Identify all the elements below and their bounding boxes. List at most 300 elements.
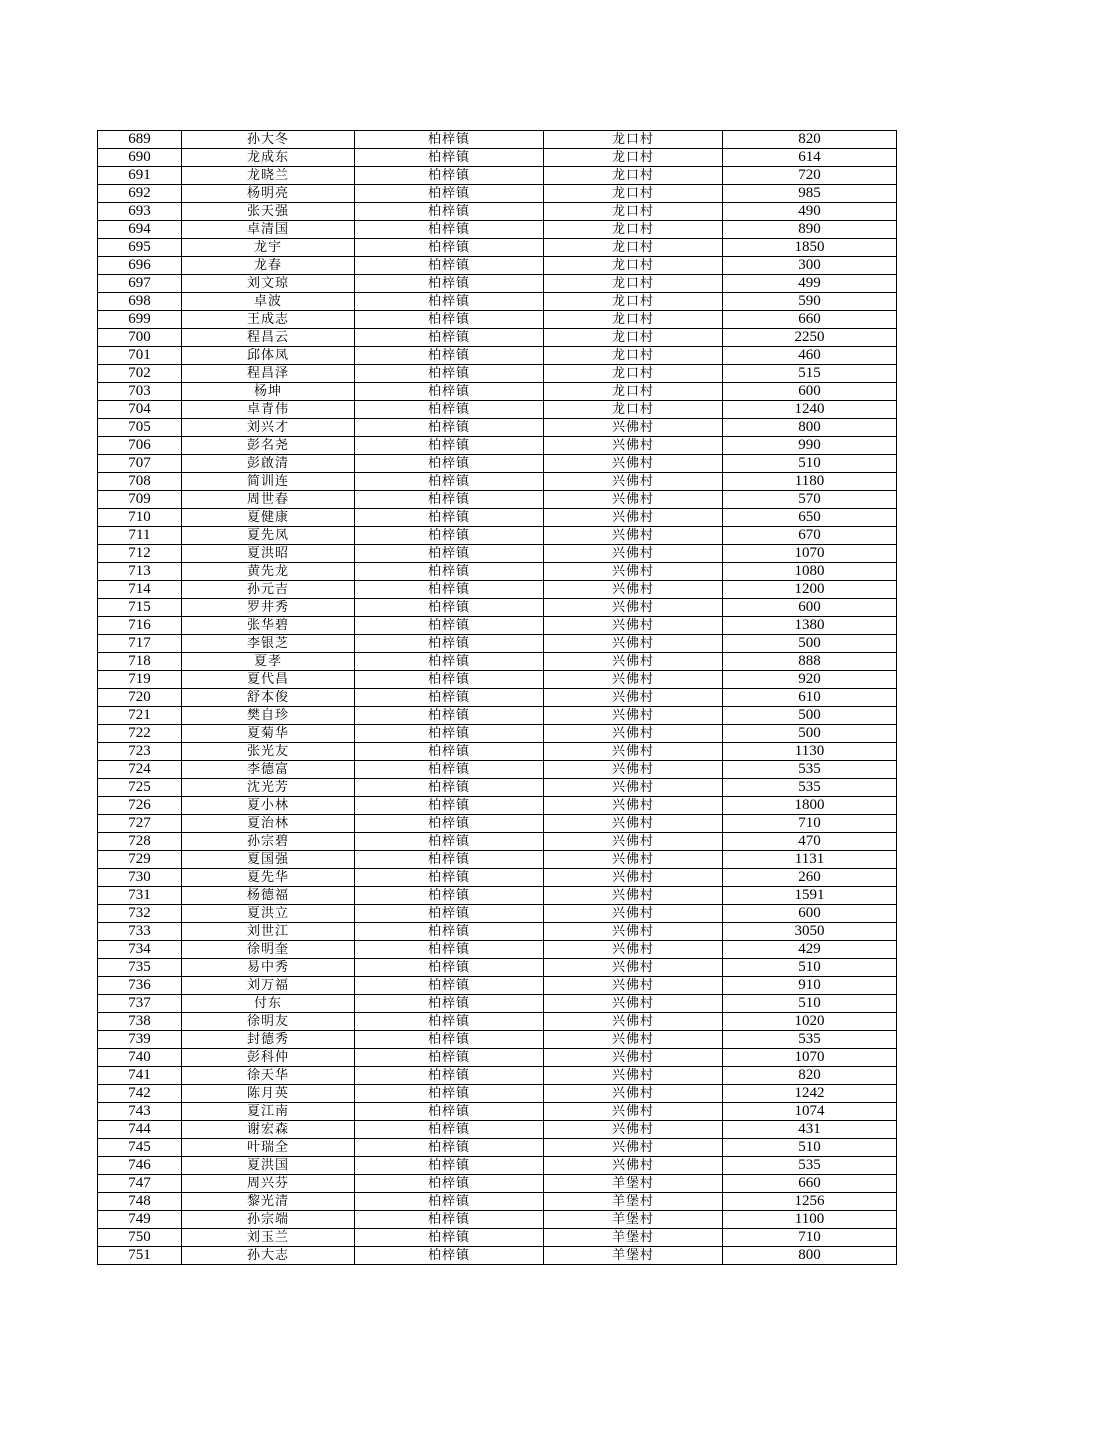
name-cell: 张天强: [182, 203, 355, 221]
table-row: [98, 779, 897, 797]
amount-cell: 500: [723, 707, 897, 725]
name-cell: 孙元吉: [182, 581, 355, 599]
village-cell: 兴佛村: [544, 689, 723, 707]
town-cell: 柏梓镇: [355, 1175, 544, 1193]
row-number-cell: 729: [98, 851, 182, 869]
village-cell: 龙口村: [544, 275, 723, 293]
table-row: [98, 815, 897, 833]
table-row: [98, 167, 897, 185]
village-cell: 兴佛村: [544, 1121, 723, 1139]
row-number-cell: 749: [98, 1211, 182, 1229]
town-cell: 柏梓镇: [355, 383, 544, 401]
village-cell: 兴佛村: [544, 473, 723, 491]
town-cell: 柏梓镇: [355, 221, 544, 239]
town-cell: 柏梓镇: [355, 779, 544, 797]
row-number-cell: 699: [98, 311, 182, 329]
name-cell: 程昌泽: [182, 365, 355, 383]
name-cell: 龙晓兰: [182, 167, 355, 185]
table-row: [98, 833, 897, 851]
amount-cell: 510: [723, 995, 897, 1013]
row-number-cell: 707: [98, 455, 182, 473]
row-number-cell: 708: [98, 473, 182, 491]
village-cell: 龙口村: [544, 149, 723, 167]
name-cell: 刘玉兰: [182, 1229, 355, 1247]
row-number-cell: 711: [98, 527, 182, 545]
town-cell: 柏梓镇: [355, 1211, 544, 1229]
table-row: [98, 185, 897, 203]
name-cell: 杨坤: [182, 383, 355, 401]
table-row: [98, 527, 897, 545]
table-row: [98, 1049, 897, 1067]
table-row: [98, 401, 897, 419]
row-number-cell: 706: [98, 437, 182, 455]
amount-cell: 1070: [723, 545, 897, 563]
name-cell: 孙大冬: [182, 131, 355, 149]
town-cell: 柏梓镇: [355, 617, 544, 635]
town-cell: 柏梓镇: [355, 365, 544, 383]
amount-cell: 600: [723, 905, 897, 923]
name-cell: 卓波: [182, 293, 355, 311]
table-row: [98, 869, 897, 887]
row-number-cell: 695: [98, 239, 182, 257]
town-cell: 柏梓镇: [355, 1031, 544, 1049]
amount-cell: 510: [723, 959, 897, 977]
name-cell: 卓青伟: [182, 401, 355, 419]
town-cell: 柏梓镇: [355, 1103, 544, 1121]
name-cell: 孙宗碧: [182, 833, 355, 851]
village-cell: 兴佛村: [544, 995, 723, 1013]
table-body: [98, 131, 897, 1265]
amount-cell: 500: [723, 725, 897, 743]
village-cell: 龙口村: [544, 401, 723, 419]
amount-cell: 460: [723, 347, 897, 365]
amount-cell: 515: [723, 365, 897, 383]
table-row: [98, 725, 897, 743]
name-cell: 程昌云: [182, 329, 355, 347]
table-row: [98, 923, 897, 941]
table-row: [98, 797, 897, 815]
row-number-cell: 719: [98, 671, 182, 689]
town-cell: 柏梓镇: [355, 329, 544, 347]
row-number-cell: 726: [98, 797, 182, 815]
amount-cell: 600: [723, 599, 897, 617]
village-cell: 兴佛村: [544, 725, 723, 743]
table-row: [98, 617, 897, 635]
name-cell: 封德秀: [182, 1031, 355, 1049]
name-cell: 夏洪国: [182, 1157, 355, 1175]
town-cell: 柏梓镇: [355, 977, 544, 995]
village-cell: 羊堡村: [544, 1211, 723, 1229]
amount-cell: 1074: [723, 1103, 897, 1121]
table-row: [98, 239, 897, 257]
amount-cell: 670: [723, 527, 897, 545]
name-cell: 夏健康: [182, 509, 355, 527]
town-cell: 柏梓镇: [355, 797, 544, 815]
row-number-cell: 732: [98, 905, 182, 923]
amount-cell: 800: [723, 419, 897, 437]
table-row: [98, 1211, 897, 1229]
row-number-cell: 715: [98, 599, 182, 617]
town-cell: 柏梓镇: [355, 527, 544, 545]
town-cell: 柏梓镇: [355, 743, 544, 761]
town-cell: 柏梓镇: [355, 239, 544, 257]
table-row: [98, 1085, 897, 1103]
table-row: [98, 1103, 897, 1121]
village-cell: 兴佛村: [544, 545, 723, 563]
row-number-cell: 710: [98, 509, 182, 527]
row-number-cell: 747: [98, 1175, 182, 1193]
village-cell: 兴佛村: [544, 671, 723, 689]
table-row: [98, 887, 897, 905]
village-cell: 龙口村: [544, 167, 723, 185]
town-cell: 柏梓镇: [355, 293, 544, 311]
table-row: [98, 545, 897, 563]
town-cell: 柏梓镇: [355, 815, 544, 833]
row-number-cell: 736: [98, 977, 182, 995]
name-cell: 卓清国: [182, 221, 355, 239]
row-number-cell: 697: [98, 275, 182, 293]
name-cell: 樊自珍: [182, 707, 355, 725]
village-cell: 龙口村: [544, 257, 723, 275]
row-number-cell: 696: [98, 257, 182, 275]
row-number-cell: 705: [98, 419, 182, 437]
town-cell: 柏梓镇: [355, 509, 544, 527]
name-cell: 夏小林: [182, 797, 355, 815]
table-row: [98, 473, 897, 491]
row-number-cell: 720: [98, 689, 182, 707]
village-cell: 兴佛村: [544, 1013, 723, 1031]
table-row: [98, 1013, 897, 1031]
village-cell: 龙口村: [544, 293, 723, 311]
name-cell: 周兴芬: [182, 1175, 355, 1193]
village-cell: 兴佛村: [544, 959, 723, 977]
village-cell: 兴佛村: [544, 491, 723, 509]
table-row: [98, 1139, 897, 1157]
table-row: [98, 275, 897, 293]
town-cell: 柏梓镇: [355, 1193, 544, 1211]
village-cell: 兴佛村: [544, 653, 723, 671]
row-number-cell: 700: [98, 329, 182, 347]
row-number-cell: 694: [98, 221, 182, 239]
name-cell: 夏先凤: [182, 527, 355, 545]
name-cell: 刘文琼: [182, 275, 355, 293]
town-cell: 柏梓镇: [355, 995, 544, 1013]
amount-cell: 710: [723, 1229, 897, 1247]
name-cell: 龙成东: [182, 149, 355, 167]
row-number-cell: 734: [98, 941, 182, 959]
name-cell: 夏孝: [182, 653, 355, 671]
village-cell: 龙口村: [544, 221, 723, 239]
village-cell: 兴佛村: [544, 833, 723, 851]
row-number-cell: 693: [98, 203, 182, 221]
row-number-cell: 698: [98, 293, 182, 311]
amount-cell: 490: [723, 203, 897, 221]
row-number-cell: 713: [98, 563, 182, 581]
village-cell: 兴佛村: [544, 527, 723, 545]
name-cell: 刘兴才: [182, 419, 355, 437]
name-cell: 徐明奎: [182, 941, 355, 959]
amount-cell: 535: [723, 1157, 897, 1175]
village-cell: 兴佛村: [544, 869, 723, 887]
table-row: [98, 851, 897, 869]
table-row: [98, 1229, 897, 1247]
row-number-cell: 689: [98, 131, 182, 149]
amount-cell: 614: [723, 149, 897, 167]
village-cell: 兴佛村: [544, 1139, 723, 1157]
town-cell: 柏梓镇: [355, 599, 544, 617]
town-cell: 柏梓镇: [355, 959, 544, 977]
row-number-cell: 737: [98, 995, 182, 1013]
town-cell: 柏梓镇: [355, 167, 544, 185]
name-cell: 杨明亮: [182, 185, 355, 203]
town-cell: 柏梓镇: [355, 905, 544, 923]
amount-cell: 610: [723, 689, 897, 707]
amount-cell: 1020: [723, 1013, 897, 1031]
table-row: [98, 1157, 897, 1175]
row-number-cell: 690: [98, 149, 182, 167]
name-cell: 夏国强: [182, 851, 355, 869]
amount-cell: 3050: [723, 923, 897, 941]
name-cell: 舒本俊: [182, 689, 355, 707]
table-row: [98, 1175, 897, 1193]
village-cell: 兴佛村: [544, 563, 723, 581]
amount-cell: 300: [723, 257, 897, 275]
name-cell: 徐天华: [182, 1067, 355, 1085]
amount-cell: 1242: [723, 1085, 897, 1103]
table-row: [98, 653, 897, 671]
village-cell: 龙口村: [544, 131, 723, 149]
row-number-cell: 743: [98, 1103, 182, 1121]
town-cell: 柏梓镇: [355, 311, 544, 329]
town-cell: 柏梓镇: [355, 653, 544, 671]
table-row: [98, 1247, 897, 1265]
table-row: [98, 959, 897, 977]
town-cell: 柏梓镇: [355, 455, 544, 473]
row-number-cell: 750: [98, 1229, 182, 1247]
town-cell: 柏梓镇: [355, 851, 544, 869]
town-cell: 柏梓镇: [355, 671, 544, 689]
row-number-cell: 701: [98, 347, 182, 365]
table-row: [98, 257, 897, 275]
name-cell: 谢宏森: [182, 1121, 355, 1139]
row-number-cell: 742: [98, 1085, 182, 1103]
town-cell: 柏梓镇: [355, 1247, 544, 1265]
amount-cell: 1591: [723, 887, 897, 905]
village-cell: 兴佛村: [544, 1157, 723, 1175]
town-cell: 柏梓镇: [355, 833, 544, 851]
amount-cell: 590: [723, 293, 897, 311]
amount-cell: 1070: [723, 1049, 897, 1067]
amount-cell: 510: [723, 1139, 897, 1157]
data-table: [97, 130, 897, 1265]
town-cell: 柏梓镇: [355, 491, 544, 509]
amount-cell: 1130: [723, 743, 897, 761]
amount-cell: 660: [723, 311, 897, 329]
name-cell: 易中秀: [182, 959, 355, 977]
row-number-cell: 740: [98, 1049, 182, 1067]
row-number-cell: 745: [98, 1139, 182, 1157]
amount-cell: 985: [723, 185, 897, 203]
town-cell: 柏梓镇: [355, 1067, 544, 1085]
village-cell: 羊堡村: [544, 1229, 723, 1247]
name-cell: 王成志: [182, 311, 355, 329]
town-cell: 柏梓镇: [355, 1013, 544, 1031]
amount-cell: 888: [723, 653, 897, 671]
row-number-cell: 725: [98, 779, 182, 797]
table-row: [98, 995, 897, 1013]
table-row: [98, 743, 897, 761]
row-number-cell: 692: [98, 185, 182, 203]
row-number-cell: 691: [98, 167, 182, 185]
table-row: [98, 293, 897, 311]
town-cell: 柏梓镇: [355, 725, 544, 743]
amount-cell: 431: [723, 1121, 897, 1139]
village-cell: 龙口村: [544, 239, 723, 257]
village-cell: 龙口村: [544, 311, 723, 329]
table-row: [98, 761, 897, 779]
town-cell: 柏梓镇: [355, 149, 544, 167]
amount-cell: 470: [723, 833, 897, 851]
table-row: [98, 1121, 897, 1139]
table-row: [98, 689, 897, 707]
row-number-cell: 712: [98, 545, 182, 563]
row-number-cell: 728: [98, 833, 182, 851]
amount-cell: 650: [723, 509, 897, 527]
amount-cell: 1200: [723, 581, 897, 599]
table-row: [98, 221, 897, 239]
name-cell: 杨德福: [182, 887, 355, 905]
row-number-cell: 702: [98, 365, 182, 383]
name-cell: 邱体凤: [182, 347, 355, 365]
town-cell: 柏梓镇: [355, 761, 544, 779]
row-number-cell: 703: [98, 383, 182, 401]
name-cell: 孙大志: [182, 1247, 355, 1265]
name-cell: 沈光芳: [182, 779, 355, 797]
village-cell: 龙口村: [544, 347, 723, 365]
amount-cell: 820: [723, 131, 897, 149]
table-row: [98, 635, 897, 653]
village-cell: 兴佛村: [544, 1049, 723, 1067]
row-number-cell: 731: [98, 887, 182, 905]
amount-cell: 820: [723, 1067, 897, 1085]
amount-cell: 2250: [723, 329, 897, 347]
name-cell: 张华碧: [182, 617, 355, 635]
amount-cell: 1180: [723, 473, 897, 491]
table-row: [98, 383, 897, 401]
village-cell: 兴佛村: [544, 923, 723, 941]
town-cell: 柏梓镇: [355, 689, 544, 707]
town-cell: 柏梓镇: [355, 419, 544, 437]
table-row: [98, 149, 897, 167]
town-cell: 柏梓镇: [355, 707, 544, 725]
row-number-cell: 738: [98, 1013, 182, 1031]
name-cell: 叶瑞全: [182, 1139, 355, 1157]
amount-cell: 1380: [723, 617, 897, 635]
village-cell: 兴佛村: [544, 455, 723, 473]
town-cell: 柏梓镇: [355, 437, 544, 455]
table-row: [98, 707, 897, 725]
town-cell: 柏梓镇: [355, 1157, 544, 1175]
village-cell: 龙口村: [544, 365, 723, 383]
amount-cell: 1080: [723, 563, 897, 581]
village-cell: 龙口村: [544, 329, 723, 347]
amount-cell: 1850: [723, 239, 897, 257]
village-cell: 兴佛村: [544, 707, 723, 725]
row-number-cell: 727: [98, 815, 182, 833]
amount-cell: 570: [723, 491, 897, 509]
amount-cell: 510: [723, 455, 897, 473]
name-cell: 罗井秀: [182, 599, 355, 617]
village-cell: 兴佛村: [544, 797, 723, 815]
table-row: [98, 581, 897, 599]
village-cell: 兴佛村: [544, 851, 723, 869]
name-cell: 陈月英: [182, 1085, 355, 1103]
table-row: [98, 491, 897, 509]
amount-cell: 910: [723, 977, 897, 995]
name-cell: 彭啟清: [182, 455, 355, 473]
row-number-cell: 704: [98, 401, 182, 419]
row-number-cell: 733: [98, 923, 182, 941]
table-row: [98, 1193, 897, 1211]
village-cell: 羊堡村: [544, 1175, 723, 1193]
name-cell: 孙宗端: [182, 1211, 355, 1229]
name-cell: 夏先华: [182, 869, 355, 887]
name-cell: 李德富: [182, 761, 355, 779]
amount-cell: 260: [723, 869, 897, 887]
village-cell: 兴佛村: [544, 599, 723, 617]
row-number-cell: 748: [98, 1193, 182, 1211]
village-cell: 兴佛村: [544, 1085, 723, 1103]
row-number-cell: 717: [98, 635, 182, 653]
village-cell: 兴佛村: [544, 635, 723, 653]
town-cell: 柏梓镇: [355, 1139, 544, 1157]
town-cell: 柏梓镇: [355, 923, 544, 941]
row-number-cell: 744: [98, 1121, 182, 1139]
amount-cell: 535: [723, 1031, 897, 1049]
row-number-cell: 714: [98, 581, 182, 599]
name-cell: 黄先龙: [182, 563, 355, 581]
village-cell: 龙口村: [544, 383, 723, 401]
amount-cell: 890: [723, 221, 897, 239]
amount-cell: 1800: [723, 797, 897, 815]
town-cell: 柏梓镇: [355, 347, 544, 365]
town-cell: 柏梓镇: [355, 1229, 544, 1247]
village-cell: 兴佛村: [544, 419, 723, 437]
village-cell: 兴佛村: [544, 1031, 723, 1049]
table-row: [98, 905, 897, 923]
table-row: [98, 455, 897, 473]
amount-cell: 429: [723, 941, 897, 959]
village-cell: 兴佛村: [544, 1067, 723, 1085]
amount-cell: 990: [723, 437, 897, 455]
town-cell: 柏梓镇: [355, 401, 544, 419]
village-cell: 兴佛村: [544, 977, 723, 995]
amount-cell: 660: [723, 1175, 897, 1193]
village-cell: 兴佛村: [544, 617, 723, 635]
table-row: [98, 563, 897, 581]
name-cell: 龙宇: [182, 239, 355, 257]
amount-cell: 1100: [723, 1211, 897, 1229]
name-cell: 张光友: [182, 743, 355, 761]
amount-cell: 720: [723, 167, 897, 185]
table-row: [98, 977, 897, 995]
town-cell: 柏梓镇: [355, 941, 544, 959]
village-cell: 兴佛村: [544, 905, 723, 923]
name-cell: 龙春: [182, 257, 355, 275]
row-number-cell: 722: [98, 725, 182, 743]
name-cell: 夏江南: [182, 1103, 355, 1121]
row-number-cell: 730: [98, 869, 182, 887]
